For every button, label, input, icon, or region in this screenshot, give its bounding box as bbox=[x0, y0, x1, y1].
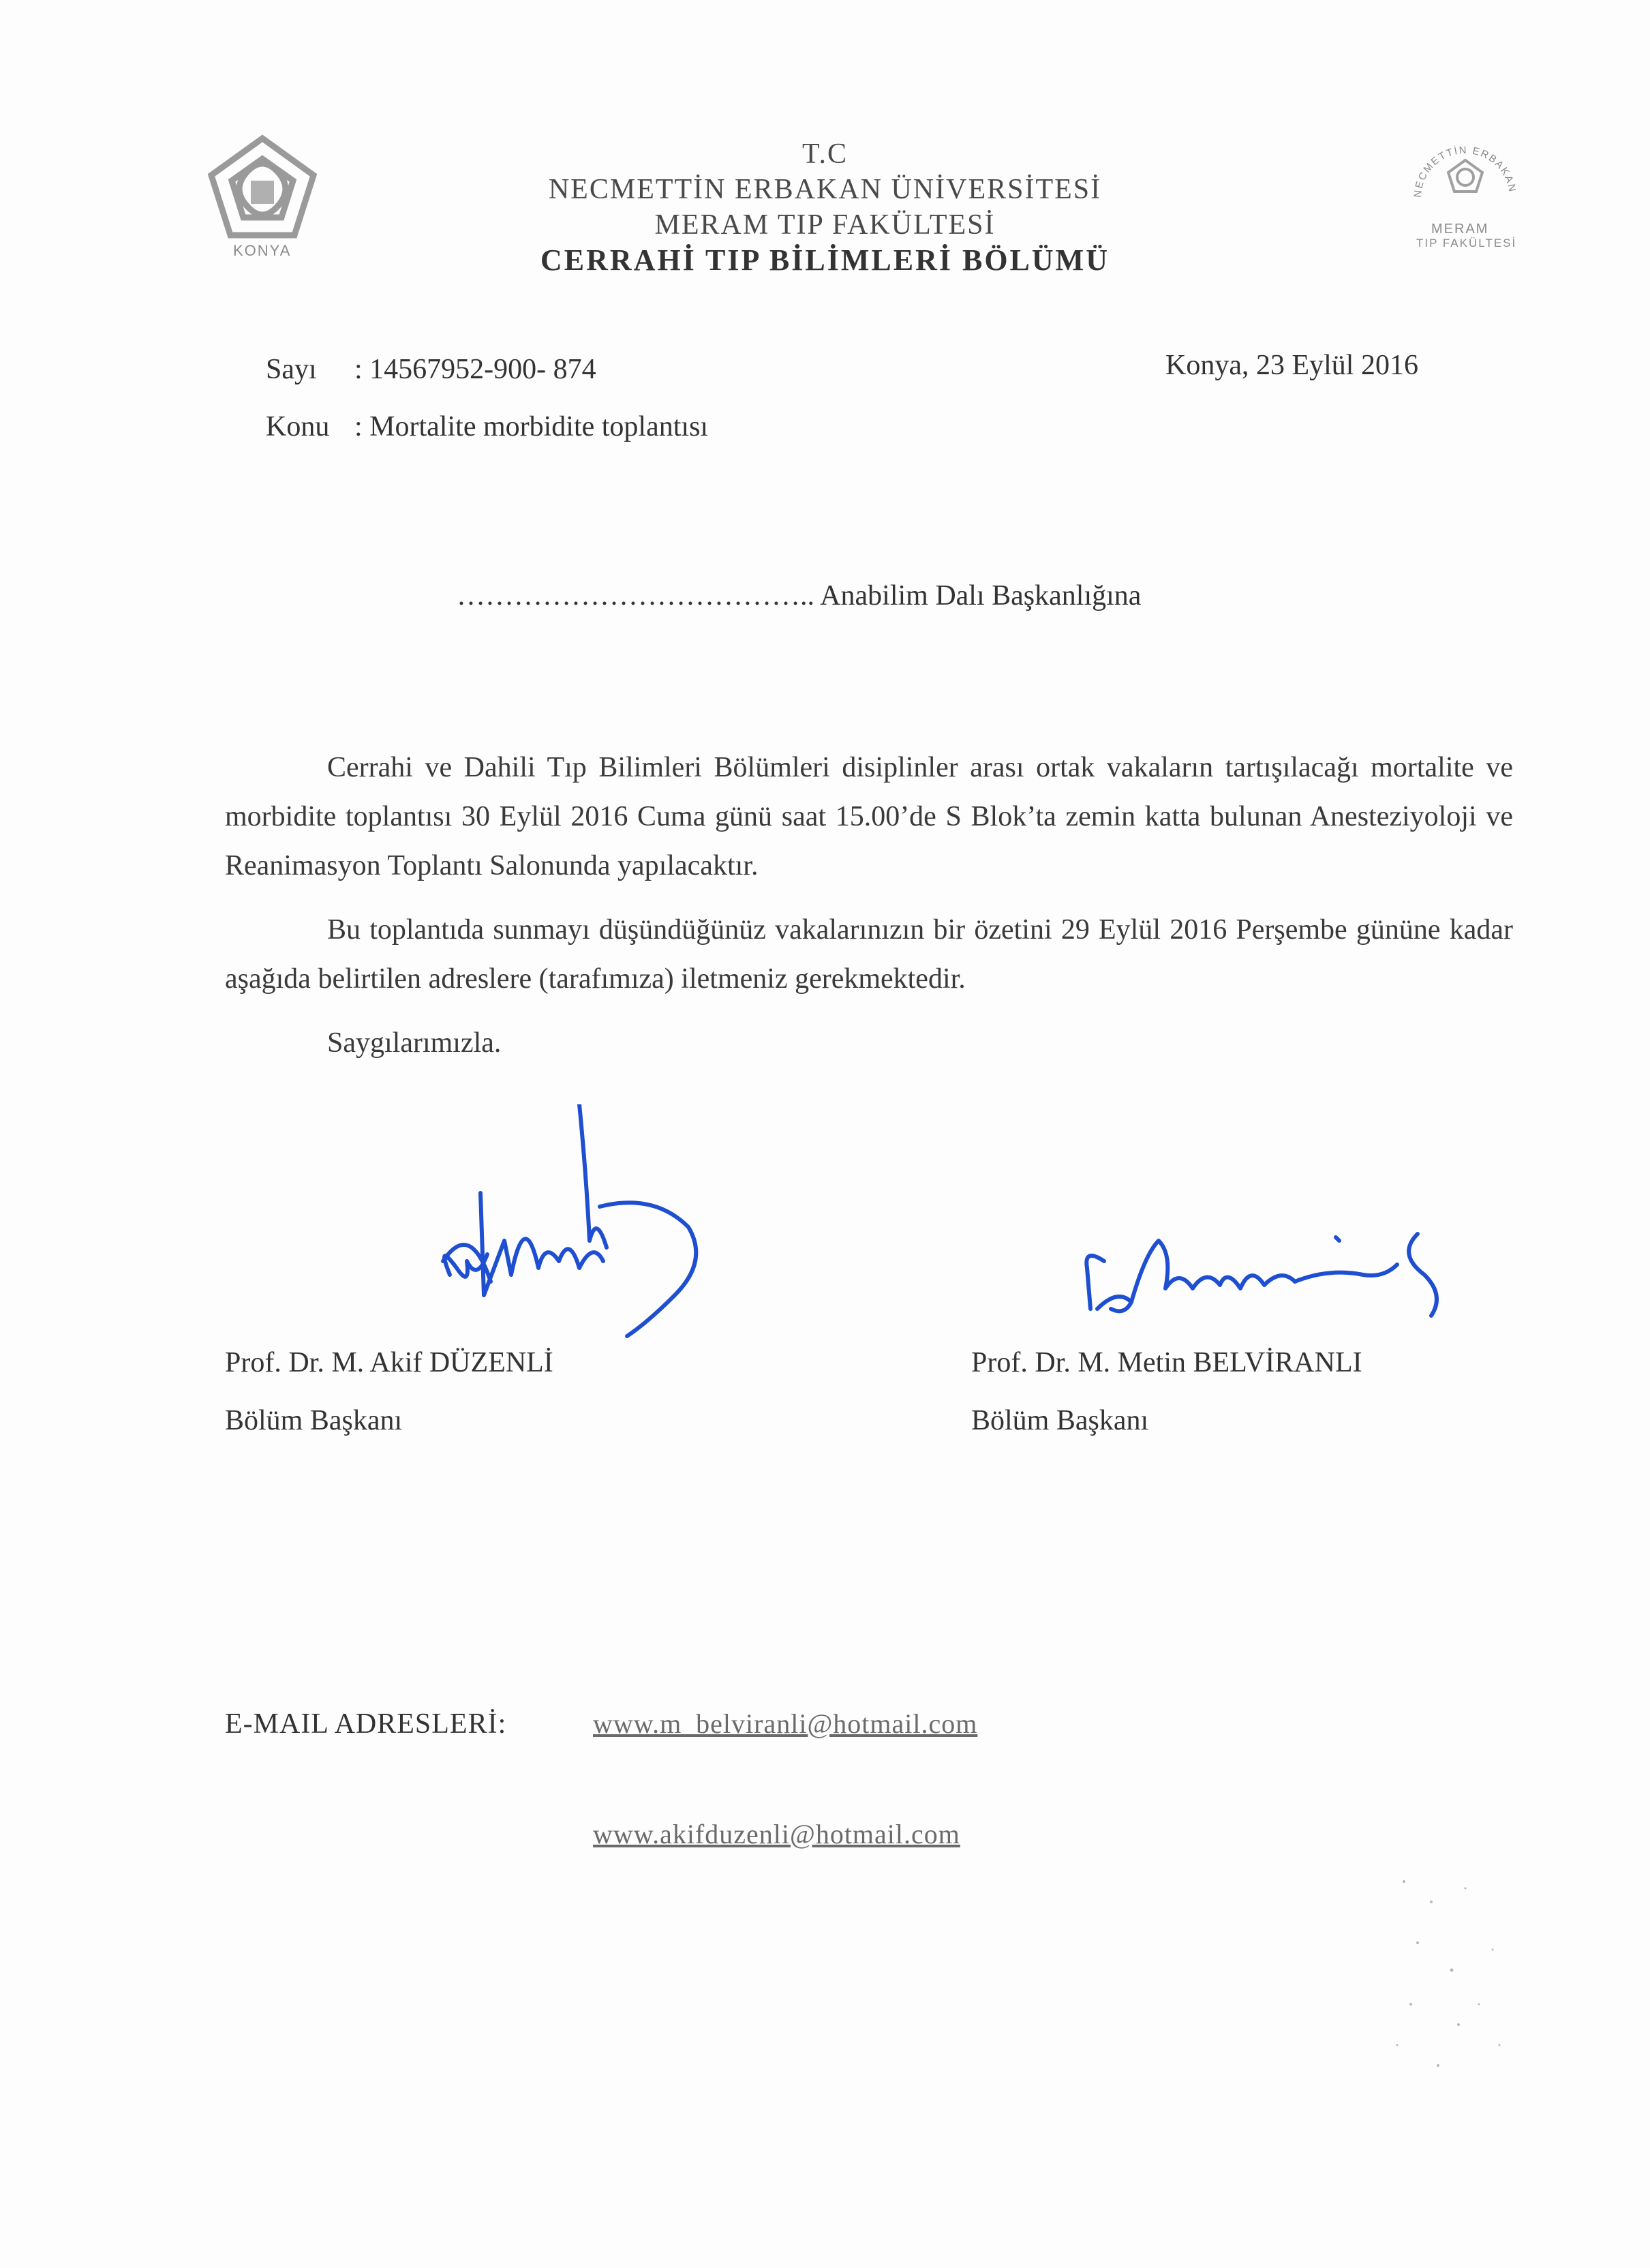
signatory-2-name: Prof. Dr. M. Metin BELVİRANLI bbox=[971, 1347, 1362, 1378]
paragraph-2: Bu toplantıda sunmayı düşündüğünüz vakalarınızın bir özetini 29 Eylül 2016 Perşembe gününe kadar aşağıda belirtilen adreslere (tarafımıza) iletmeniz gerekmektedir. bbox=[225, 914, 1513, 995]
seal-caption-1: MERAM bbox=[1431, 222, 1489, 237]
seal-caption-2: TIP FAKÜLTESİ bbox=[1416, 237, 1517, 250]
closing: Saygılarımızla. bbox=[327, 1027, 502, 1059]
header-tc: T.C bbox=[801, 138, 849, 170]
sayi-label: Sayı bbox=[266, 354, 317, 385]
email-link-duzenli[interactable]: www.akifduzenli@hotmail.com bbox=[593, 1819, 960, 1849]
signatory-1-title: Bölüm Başkanı bbox=[225, 1405, 403, 1436]
letter-body bbox=[225, 743, 1513, 1083]
scan-speckles bbox=[1390, 1868, 1527, 2086]
subject-line bbox=[266, 410, 708, 443]
letterhead bbox=[0, 136, 1650, 278]
header-university: NECMETTİN ERBAKAN ÜNİVERSİTESİ bbox=[548, 174, 1102, 205]
header-faculty: MERAM TIP FAKÜLTESİ bbox=[654, 209, 996, 241]
signature-right bbox=[1077, 1227, 1472, 1343]
recipient-line: ……………………………….. Anabilim Dalı Başkanlığına bbox=[457, 580, 1142, 611]
konu-value: : Mortalite morbidite toplantısı bbox=[354, 411, 709, 442]
konya-caption: KONYA bbox=[233, 242, 292, 259]
email-label: E-MAIL ADRESLERİ: bbox=[225, 1708, 507, 1740]
konu-label: Konu bbox=[266, 411, 330, 442]
signatory-2-title: Bölüm Başkanı bbox=[971, 1405, 1149, 1436]
header-department: CERRAHİ TIP BİLİMLERİ BÖLÜMÜ bbox=[540, 243, 1110, 277]
paragraph-1: Cerrahi ve Dahili Tıp Bilimleri Bölümleri disiplinler arası ortak vakaların tartışılacağı mortalite ve morbidite toplantısı 30 Eylül 2016 Cuma günü saat 15.00’de S Blok’ta zemin katta bulunan Anesteziyoloji ve Reanimasyon Toplantı Salonunda yapılacaktır. bbox=[225, 752, 1513, 881]
seal-arc-text: NECMETTİN ERBAKAN bbox=[1411, 144, 1518, 198]
sayi-value: : 14567952-900- 874 bbox=[354, 354, 596, 385]
reference-number bbox=[266, 353, 596, 386]
email-link-belviranli[interactable]: www.m_belviranli@hotmail.com bbox=[593, 1708, 978, 1739]
signatory-1-name: Prof. Dr. M. Akif DÜZENLİ bbox=[225, 1347, 553, 1378]
letter-date: Konya, 23 Eylül 2016 bbox=[1165, 350, 1418, 381]
signature-left bbox=[429, 1104, 716, 1363]
